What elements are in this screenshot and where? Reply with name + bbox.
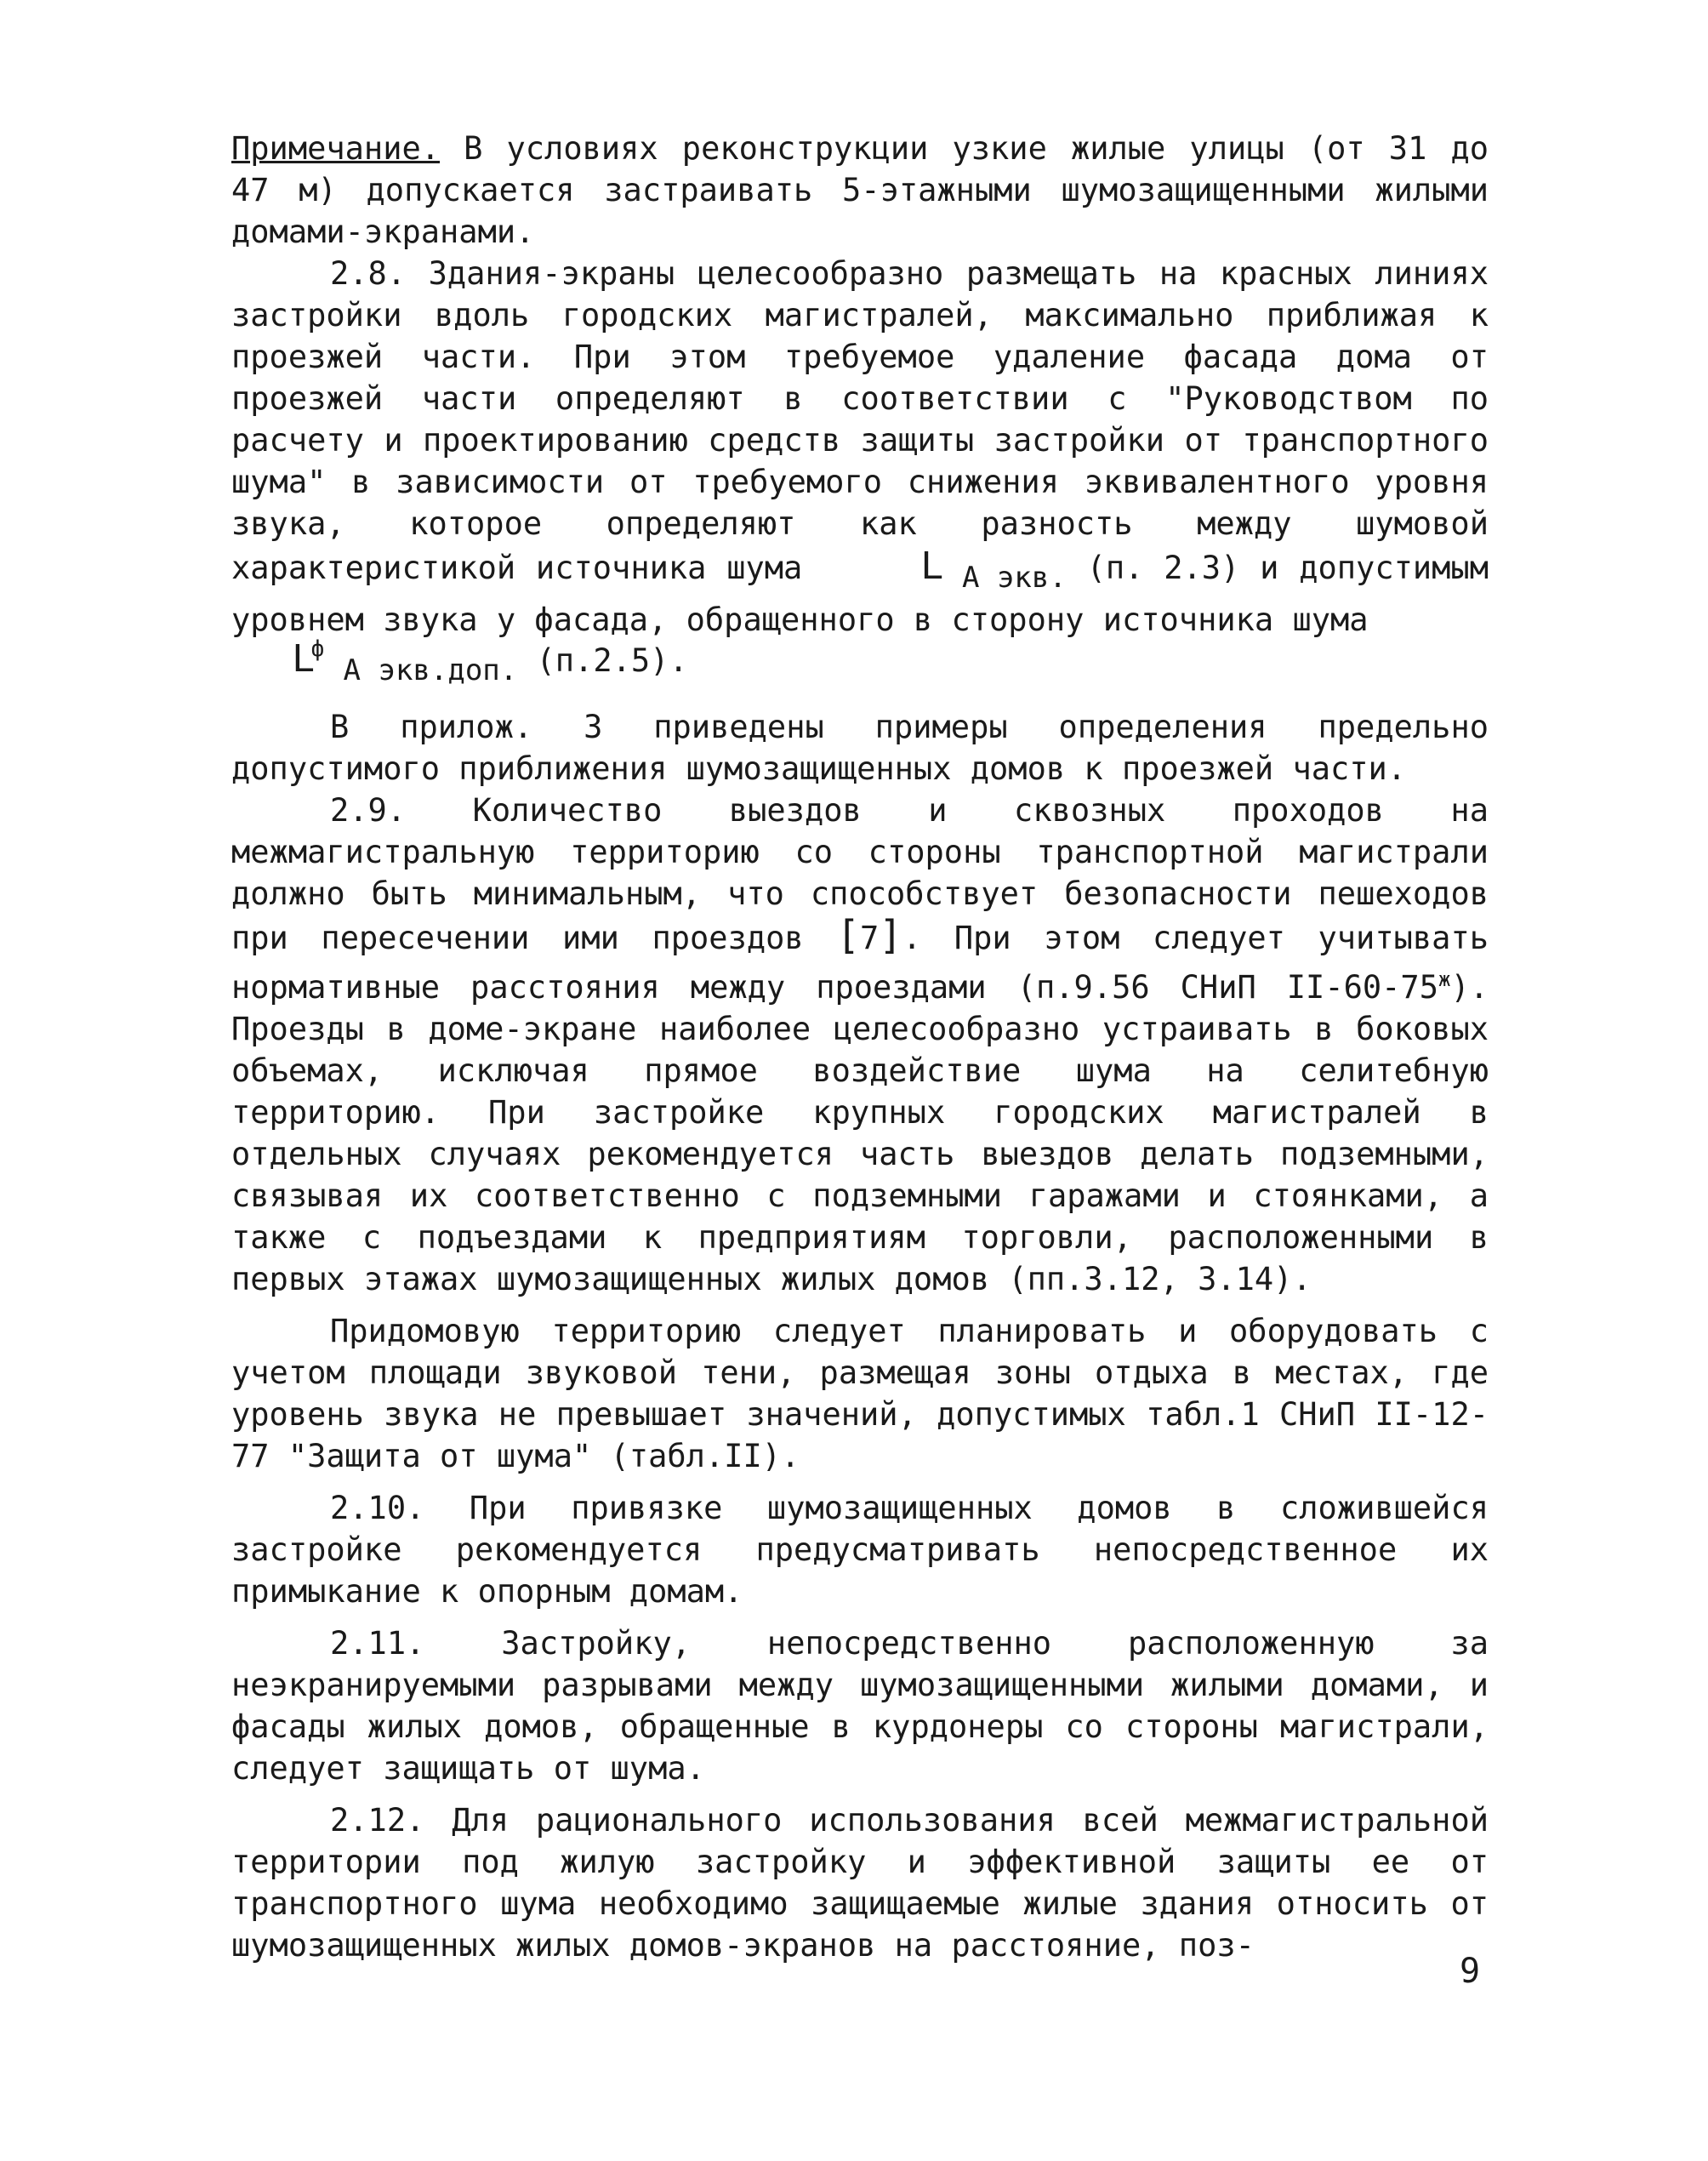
formula-l-a-ekv-dop-subscript: А экв.доп. <box>343 653 518 687</box>
reference-number: 7 <box>860 920 880 956</box>
paragraph-note <box>231 128 1489 253</box>
formula-l-a-ekv-letter: L <box>921 543 943 587</box>
paragraph-2-11: 2.11. Застройку, непосредственно расположенную за неэкранируемыми разрывами между шумозащищенными жилыми домами, и фасады жилых домов, обращенные в курдонеры со стороны магистрали, следует защищать от шума. <box>231 1625 1489 1787</box>
paragraph-appendix: В прилож. 3 приведены примеры определения предельно допустимого приближения шумозащищенных домов к проезжей части. <box>231 709 1489 787</box>
paragraph-2-12: 2.12. Для рационального использования всей межмагистральной территории под жилую застройку и эффективной защиты ее от транспортного шума необходимо защищаемые жилые здания относить от шумозащищенных жилых домов-экранов на расстояние, поз- <box>231 1802 1489 1964</box>
body-text <box>231 128 1489 1966</box>
page-number: 9 <box>1460 1952 1481 1991</box>
p2-8-text-b: (п. 2.3) и допустимым уровнем звука у фасада, обращенного в сторону источника шума <box>231 550 1489 638</box>
paragraph-yard: Придомовую территорию следует планировать и оборудовать с учетом площади звуковой тени, размещая зоны отдыха в местах, где уровень звука не превышает значений, допустимых табл.1 СНиП II-12-77 "Защита от шума" (табл.II). <box>231 1313 1489 1474</box>
note-label: Примечание. <box>231 130 441 167</box>
p2-9-text-c: ). Проезды в доме-экране наиболее целесообразно устраивать в боковых объемах, исключая прямое воздействие шума на селитебную территорию. При застройке крупных городских магистралей в отдельных случаях рекомендуется часть выездов делать подземными, связывая их соответственно с подземными гаражами и стоянками, а также с подъездами к предприятиям торговли, расположенными в первых этажах шумозащищенных жилых домов (пп.3.12, 3.14). <box>231 969 1489 1297</box>
formula-l-a-ekv-dop-superscript: ф <box>310 636 325 662</box>
p2-9-text-a: 2.9. Количество выездов и сквозных проходов на межмагистральную территорию со стороны транспортной магистрали должно быть минимальным, что способствует безопасности пешеходов при пересечении ими проездов <box>231 792 1489 956</box>
formula-l-a-ekv-dop-reference: (п.2.5). <box>517 642 688 679</box>
p2-9-text-b: . При этом следует учитывать нормативные расстояния между проездами (п.9.56 СНиП II-60-75 <box>231 920 1489 1006</box>
reference-close-bracket: ] <box>879 912 902 958</box>
note-text: В условиях реконструкции узкие жилые улицы (от 31 до 47 м) допускается застраивать 5-этажными шумозащищенными жилыми домами-экранами. <box>231 130 1489 250</box>
paragraph-2-10: 2.10. При привязке шумозащищенных домов в сложившейся застройке рекомендуется предусматривать непосредственное их примыкание к опорным домам. <box>231 1490 1489 1610</box>
paragraph-2-9 <box>231 790 1489 1300</box>
reference-open-bracket: [ <box>836 912 860 958</box>
formula-l-a-ekv-dop <box>293 636 1489 687</box>
formula-l-a-ekv-dop-letter: L <box>293 636 315 680</box>
p2-8-text-a: 2.8. Здания-экраны целесообразно размещать на красных линиях застройки вдоль городских магистралей, максимально приближая к проезжей части. При этом требуемое удаление фасада дома от проезжей части определяют в соответствии с "Руководством по расчету и проектированию средств защиты застройки от транспортного шума" в зависимости от требуемого снижения эквивалентного уровня звука, которое определяют как разность между шумовой характеристикой источника шума <box>231 255 1489 586</box>
formula-l-a-ekv <box>823 545 1067 599</box>
paragraph-2-8 <box>231 253 1489 641</box>
footnote-mark: ж <box>1438 967 1451 991</box>
formula-l-a-ekv-subscript: А экв. <box>962 561 1067 595</box>
